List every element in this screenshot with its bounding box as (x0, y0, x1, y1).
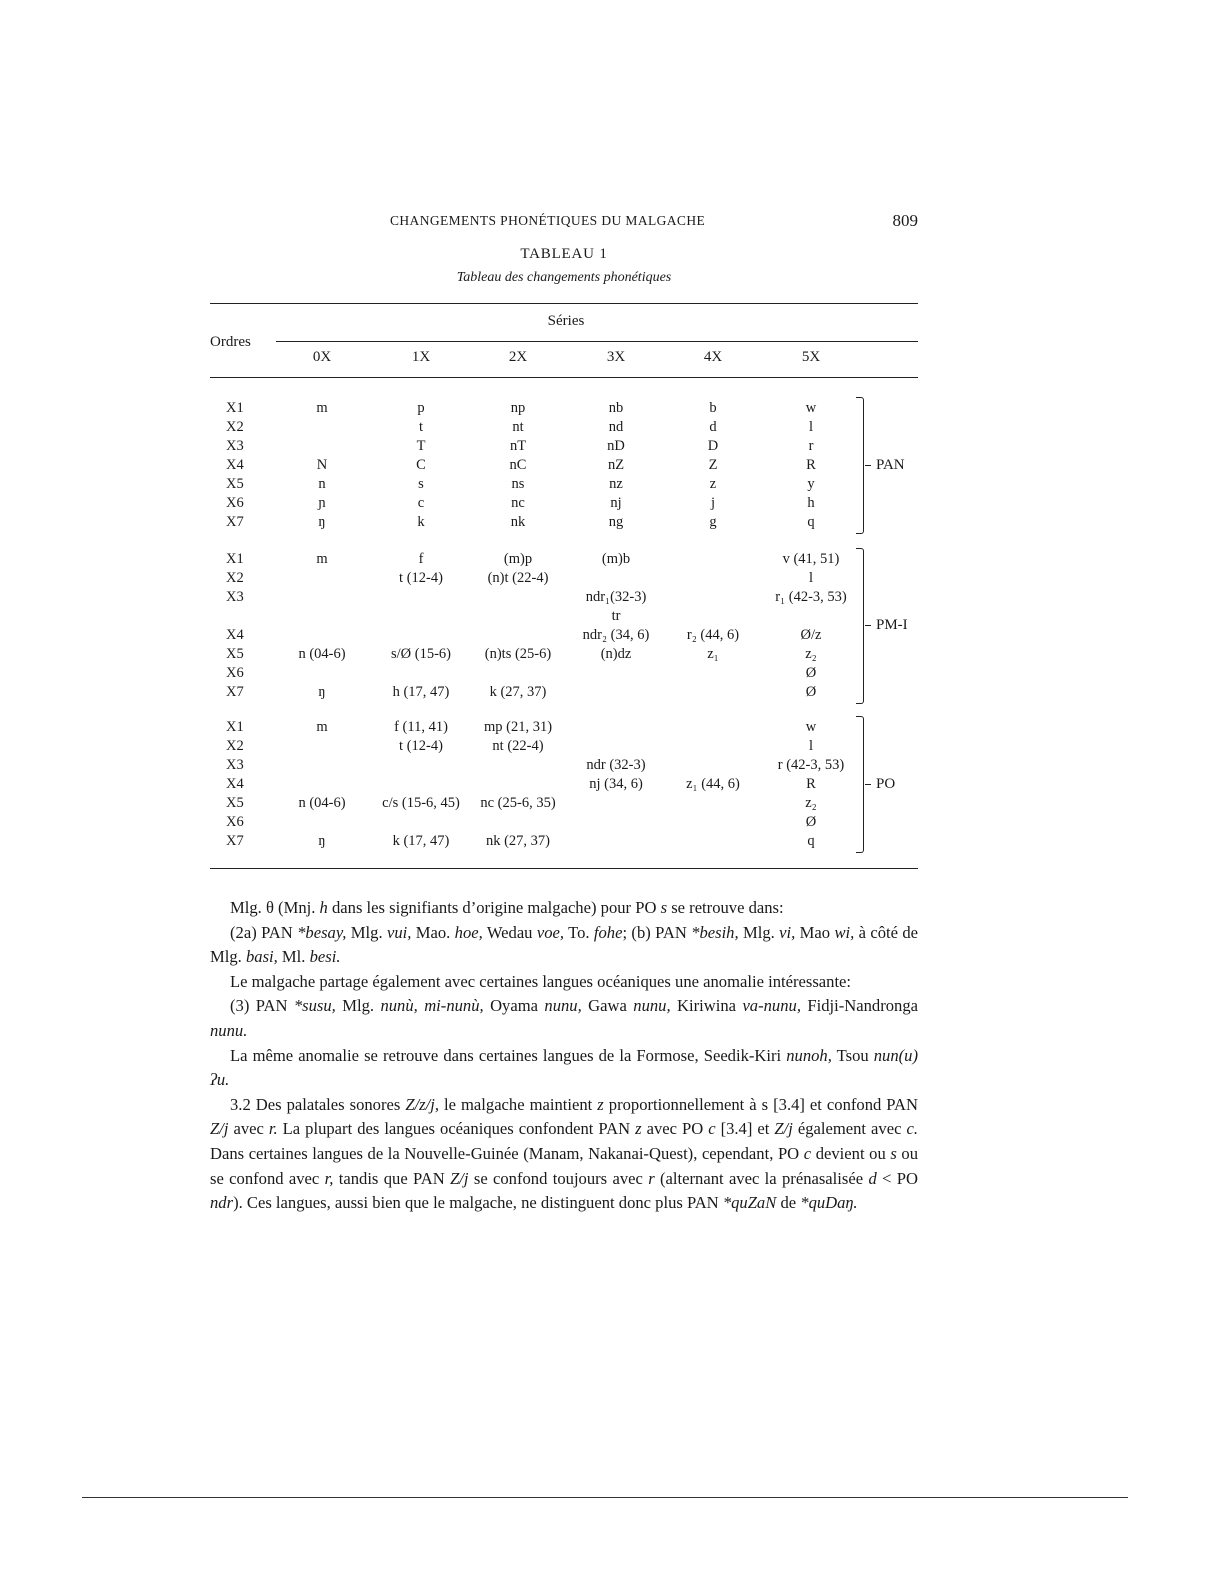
group-bracket-point (865, 784, 871, 785)
column-header: 4X (703, 349, 723, 365)
text-run: ou se confond avec (210, 1143, 918, 1188)
table-cell: Ø/z (800, 627, 822, 643)
table-cell: (n)t (22-4) (487, 570, 549, 586)
italic-term: d (868, 1168, 877, 1188)
ordres-label: Ordres (210, 334, 251, 350)
page-number: 809 (892, 211, 918, 230)
italic-term: nunu. (210, 1020, 248, 1040)
table-cell: (n)dz (600, 646, 632, 662)
group-bracket (856, 397, 864, 534)
table-bottom-rule (210, 868, 918, 869)
text-run: (3) PAN (230, 996, 294, 1016)
table-cell: ŋ (318, 514, 326, 530)
italic-term: besi. (309, 947, 341, 967)
paragraph (210, 921, 918, 970)
ordre-label: X1 (226, 400, 244, 416)
text-run: Mao (795, 922, 835, 942)
italic-term: vui, (386, 922, 412, 942)
text-run: Wedau (482, 922, 537, 942)
italic-term: r (648, 1168, 655, 1188)
text-run: Fidji-Nandronga (800, 996, 918, 1016)
table-cell: R (806, 457, 816, 473)
italic-term: hoe, (454, 922, 483, 942)
text-run: Mlg. (346, 922, 387, 942)
table-cell: l (808, 738, 814, 754)
table-cell: nC (509, 457, 527, 473)
text-run: ). Ces langues, aussi bien que le malgache, ne distinguent donc plus PAN (233, 1193, 723, 1213)
table-cell: l (808, 419, 814, 435)
table-cell: q (807, 833, 815, 849)
text-run: à côté de Mlg. (210, 922, 919, 967)
ordre-label: X5 (226, 476, 244, 492)
text-run: Oyama (483, 996, 545, 1016)
text-run: se retrouve dans: (667, 898, 784, 917)
table-cell: nk (27, 37) (485, 833, 551, 849)
table-cell: nt (512, 419, 524, 435)
italic-term: r, (324, 1168, 334, 1188)
table-cell: r (42-3, 53) (777, 757, 845, 773)
ordre-label: X5 (226, 795, 244, 811)
table-cell: ŋ (318, 684, 326, 700)
column-header: 2X (508, 349, 528, 365)
table-subtitle: Tableau des changements phonétiques (456, 270, 672, 285)
table-cell: l (808, 570, 814, 586)
group-label: PM-I (876, 617, 908, 633)
text-run: avec (228, 1119, 269, 1139)
text-run: [3.4] et (715, 1119, 775, 1139)
table-cell: k (27, 37) (489, 684, 547, 700)
table-cell: nj (610, 495, 622, 511)
ordre-label: X6 (226, 665, 244, 681)
table-cell: ng (608, 514, 624, 530)
running-title: CHANGEMENTS PHONÉTIQUES DU MALGACHE (390, 213, 706, 228)
table-cell: t (12-4) (399, 570, 443, 586)
column-header: 5X (801, 349, 821, 365)
table-cell: ɲ (318, 495, 326, 511)
text-run: le malgache maintient (439, 1094, 598, 1114)
text-run: se confond toujours avec (468, 1168, 649, 1188)
table-cell: nD (607, 438, 625, 454)
group-bracket (856, 548, 864, 704)
page-header (210, 211, 918, 235)
italic-term: Z/z/j, (405, 1094, 440, 1114)
table-cell: nb (608, 400, 624, 416)
table-cell: n (318, 476, 326, 492)
text-run: (2a) PAN (230, 922, 298, 942)
series-label: Séries (547, 313, 585, 329)
text-run: Le malgache partage également avec certaines langues océaniques une anomalie intéressante: (230, 971, 852, 991)
table-cell: g (709, 514, 717, 530)
ordre-label: X4 (226, 627, 244, 643)
ordre-label: X5 (226, 646, 244, 662)
ordre-label: X7 (226, 514, 244, 530)
table-cell: ndr₁(32-3) (585, 589, 647, 605)
table-cell: p (417, 400, 425, 416)
ordre-label: X2 (226, 738, 244, 754)
table-cell: nZ (607, 457, 625, 473)
italic-term: fohe (593, 922, 623, 942)
table-cell: y (807, 476, 815, 492)
text-run: < PO (876, 1168, 918, 1188)
table-cell: m (316, 719, 328, 735)
table-cell: D (707, 438, 719, 454)
italic-term: *besih, (691, 922, 739, 942)
italic-term: c (708, 1119, 716, 1139)
italic-term: s (660, 898, 668, 917)
italic-term: voe, (536, 922, 565, 942)
table-cell: w (805, 719, 817, 735)
group-label: PO (876, 775, 896, 792)
text-run: devient ou (811, 1143, 891, 1163)
paragraph (210, 1044, 918, 1093)
table-cell: j (710, 495, 716, 511)
group-bracket-point (865, 625, 871, 626)
table-cell: k (417, 514, 425, 530)
italic-term: c (803, 1143, 812, 1163)
italic-term: wi, (834, 922, 855, 942)
table-title: TABLEAU 1 (520, 246, 608, 262)
italic-term: *besay, (297, 922, 347, 942)
text-run: de (776, 1193, 801, 1213)
table-cell: N (316, 457, 328, 473)
table-cell: s/Ø (15-6) (390, 646, 452, 662)
ordre-label: X7 (226, 684, 244, 700)
ordre-label: X2 (226, 570, 244, 586)
table-cell: ndr (32-3) (586, 757, 646, 773)
italic-term: nun(u) ʔu. (210, 1045, 918, 1090)
ordre-label: X1 (226, 551, 244, 567)
table-cell: T (416, 438, 426, 454)
ordre-label: X4 (226, 776, 244, 792)
table-cell: Z (708, 457, 718, 473)
text-run: (alternant avec la prénasalisée (654, 1168, 869, 1188)
footer-rule-left (82, 1497, 634, 1498)
italic-term: nunu, (633, 996, 671, 1016)
table-cell: mp (21, 31) (483, 719, 553, 735)
italic-term: r. (268, 1119, 278, 1139)
table-cell: v (41, 51) (782, 551, 840, 567)
table-cell: n (04-6) (298, 795, 346, 811)
table-cell: (m)p (503, 551, 533, 567)
italic-term: Z/j (210, 1119, 229, 1139)
italic-term: nunu, (544, 996, 582, 1016)
text-run: Mlg. θ (Mnj. (230, 898, 320, 917)
column-header: 0X (312, 349, 332, 365)
table-cell: r (808, 438, 814, 454)
ordre-label: X6 (226, 814, 244, 830)
ordre-label: X3 (226, 589, 244, 605)
text-run: dans les signifiants d’origine malgache) pour PO (327, 898, 661, 917)
table-cell: m (316, 551, 328, 567)
italic-term: s (890, 1143, 897, 1163)
text-run: tandis que PAN (333, 1168, 451, 1188)
table-cell: d (709, 419, 717, 435)
italic-term: nunù, mi-nunù, (380, 996, 484, 1016)
table-cell: z₂ (805, 646, 817, 662)
body-text (210, 896, 918, 1216)
table-top-rule (210, 303, 918, 304)
table-cell: (n)ts (25-6) (484, 646, 552, 662)
italic-term: z (597, 1094, 604, 1114)
table-cell: ns (511, 476, 525, 492)
italic-term: *susu, (293, 996, 336, 1016)
table-cell: nT (509, 438, 527, 454)
ordre-label: X1 (226, 719, 244, 735)
table-cell: C (416, 457, 426, 473)
table-cell: nt (22-4) (492, 738, 544, 754)
table-cell: nc (25-6, 35) (480, 795, 556, 811)
table-cell: m (316, 400, 328, 416)
table-cell: r₁ (42-3, 53) (775, 589, 847, 605)
table-cell: f (418, 551, 424, 567)
text-run: La même anomalie se retrouve dans certaines langues de la Formose, Seedik-Kiri (230, 1045, 787, 1065)
table-header-rule (210, 377, 918, 378)
text-run: Mlg. (738, 922, 780, 942)
ordre-label: X7 (226, 833, 244, 849)
text-run: Mao. (411, 922, 455, 942)
table-cell: nd (608, 419, 624, 435)
italic-term: c. (906, 1119, 918, 1139)
italic-term: *quDaŋ. (800, 1193, 858, 1213)
paragraph (210, 896, 918, 921)
ordre-label: X6 (226, 495, 244, 511)
text-run: La plupart des langues océaniques confondent PAN (277, 1119, 636, 1139)
text-run: Tsou (831, 1045, 874, 1065)
text-run: proportionnellement à s [3.4] et confond PAN (603, 1094, 918, 1114)
ordre-label: X4 (226, 457, 244, 473)
table-cell: h (807, 495, 815, 511)
ordre-label: X2 (226, 419, 244, 435)
table-cell: R (806, 776, 816, 792)
italic-term: h (319, 898, 328, 917)
table-cell: nz (609, 476, 623, 492)
column-header: 1X (411, 349, 431, 365)
table-cell: c (417, 495, 425, 511)
italic-term: z (635, 1119, 642, 1139)
italic-term: ndr (210, 1193, 234, 1213)
text-run: 3.2 Des palatales sonores (230, 1094, 406, 1114)
text-run: Kiriwina (670, 996, 743, 1016)
table-cell: h (17, 47) (392, 684, 450, 700)
paragraph (210, 970, 918, 995)
text-run: avec PO (641, 1119, 709, 1139)
table-cell: z₂ (805, 795, 817, 811)
paragraph (210, 994, 918, 1043)
table-cell: nj (34, 6) (589, 776, 643, 792)
italic-term: *quZaN (722, 1193, 777, 1213)
table-cell: f (11, 41) (394, 719, 448, 735)
paragraph (210, 1093, 918, 1216)
text-run: Mlg. (335, 996, 381, 1016)
italic-term: vi, (779, 922, 796, 942)
table-cell: q (807, 514, 815, 530)
text-run: également avec (792, 1119, 907, 1139)
text-run: Gawa (581, 996, 634, 1016)
table-cell: nk (510, 514, 526, 530)
table-cell: w (805, 400, 817, 416)
table-cell: r₂ (44, 6) (686, 627, 740, 643)
table-series-rule (276, 341, 918, 342)
text-run: To. (564, 922, 594, 942)
column-header: 3X (606, 349, 626, 365)
table-cell: b (709, 400, 717, 416)
table-cell: c/s (15-6, 45) (382, 795, 460, 811)
group-bracket-point (865, 465, 871, 466)
table-cell: n (04-6) (298, 646, 346, 662)
italic-term: basi, (245, 947, 278, 967)
group-bracket (856, 716, 864, 853)
table-cell: k (17, 47) (392, 833, 450, 849)
table-cell: t (12-4) (399, 738, 443, 754)
table-cell: ŋ (318, 833, 326, 849)
italic-term: Z/j (774, 1119, 793, 1139)
text-run: Dans certaines langues de la Nouvelle-Guinée (Manam, Nakanai-Quest), cependant, PO (210, 1143, 804, 1163)
table-cell: ndr₂ (34, 6) (582, 627, 650, 643)
table-cell: Ø (805, 665, 817, 681)
table-cell: z (709, 476, 717, 492)
group-label: PAN (876, 456, 905, 473)
table-cell: t (418, 419, 424, 435)
ordre-label: X3 (226, 757, 244, 773)
ordre-label: X3 (226, 438, 244, 454)
footer-rule-right (634, 1497, 1128, 1498)
table-cell: s (418, 476, 424, 492)
table-cell: z₁ (44, 6) (686, 776, 740, 792)
italic-term: va-nunu, (742, 996, 801, 1016)
italic-term: nunoh, (786, 1045, 832, 1065)
table-cell: Ø (805, 814, 817, 830)
table-cell: np (510, 400, 526, 416)
italic-term: Z/j (450, 1168, 469, 1188)
table-cell: Ø (805, 684, 817, 700)
text-run: Ml. (277, 947, 310, 967)
table-cell: (m)b (601, 551, 631, 567)
table-cell: tr (611, 608, 621, 624)
table-cell: nc (511, 495, 525, 511)
text-run: ; (b) PAN (622, 922, 692, 942)
table-cell: z₁ (707, 646, 719, 662)
